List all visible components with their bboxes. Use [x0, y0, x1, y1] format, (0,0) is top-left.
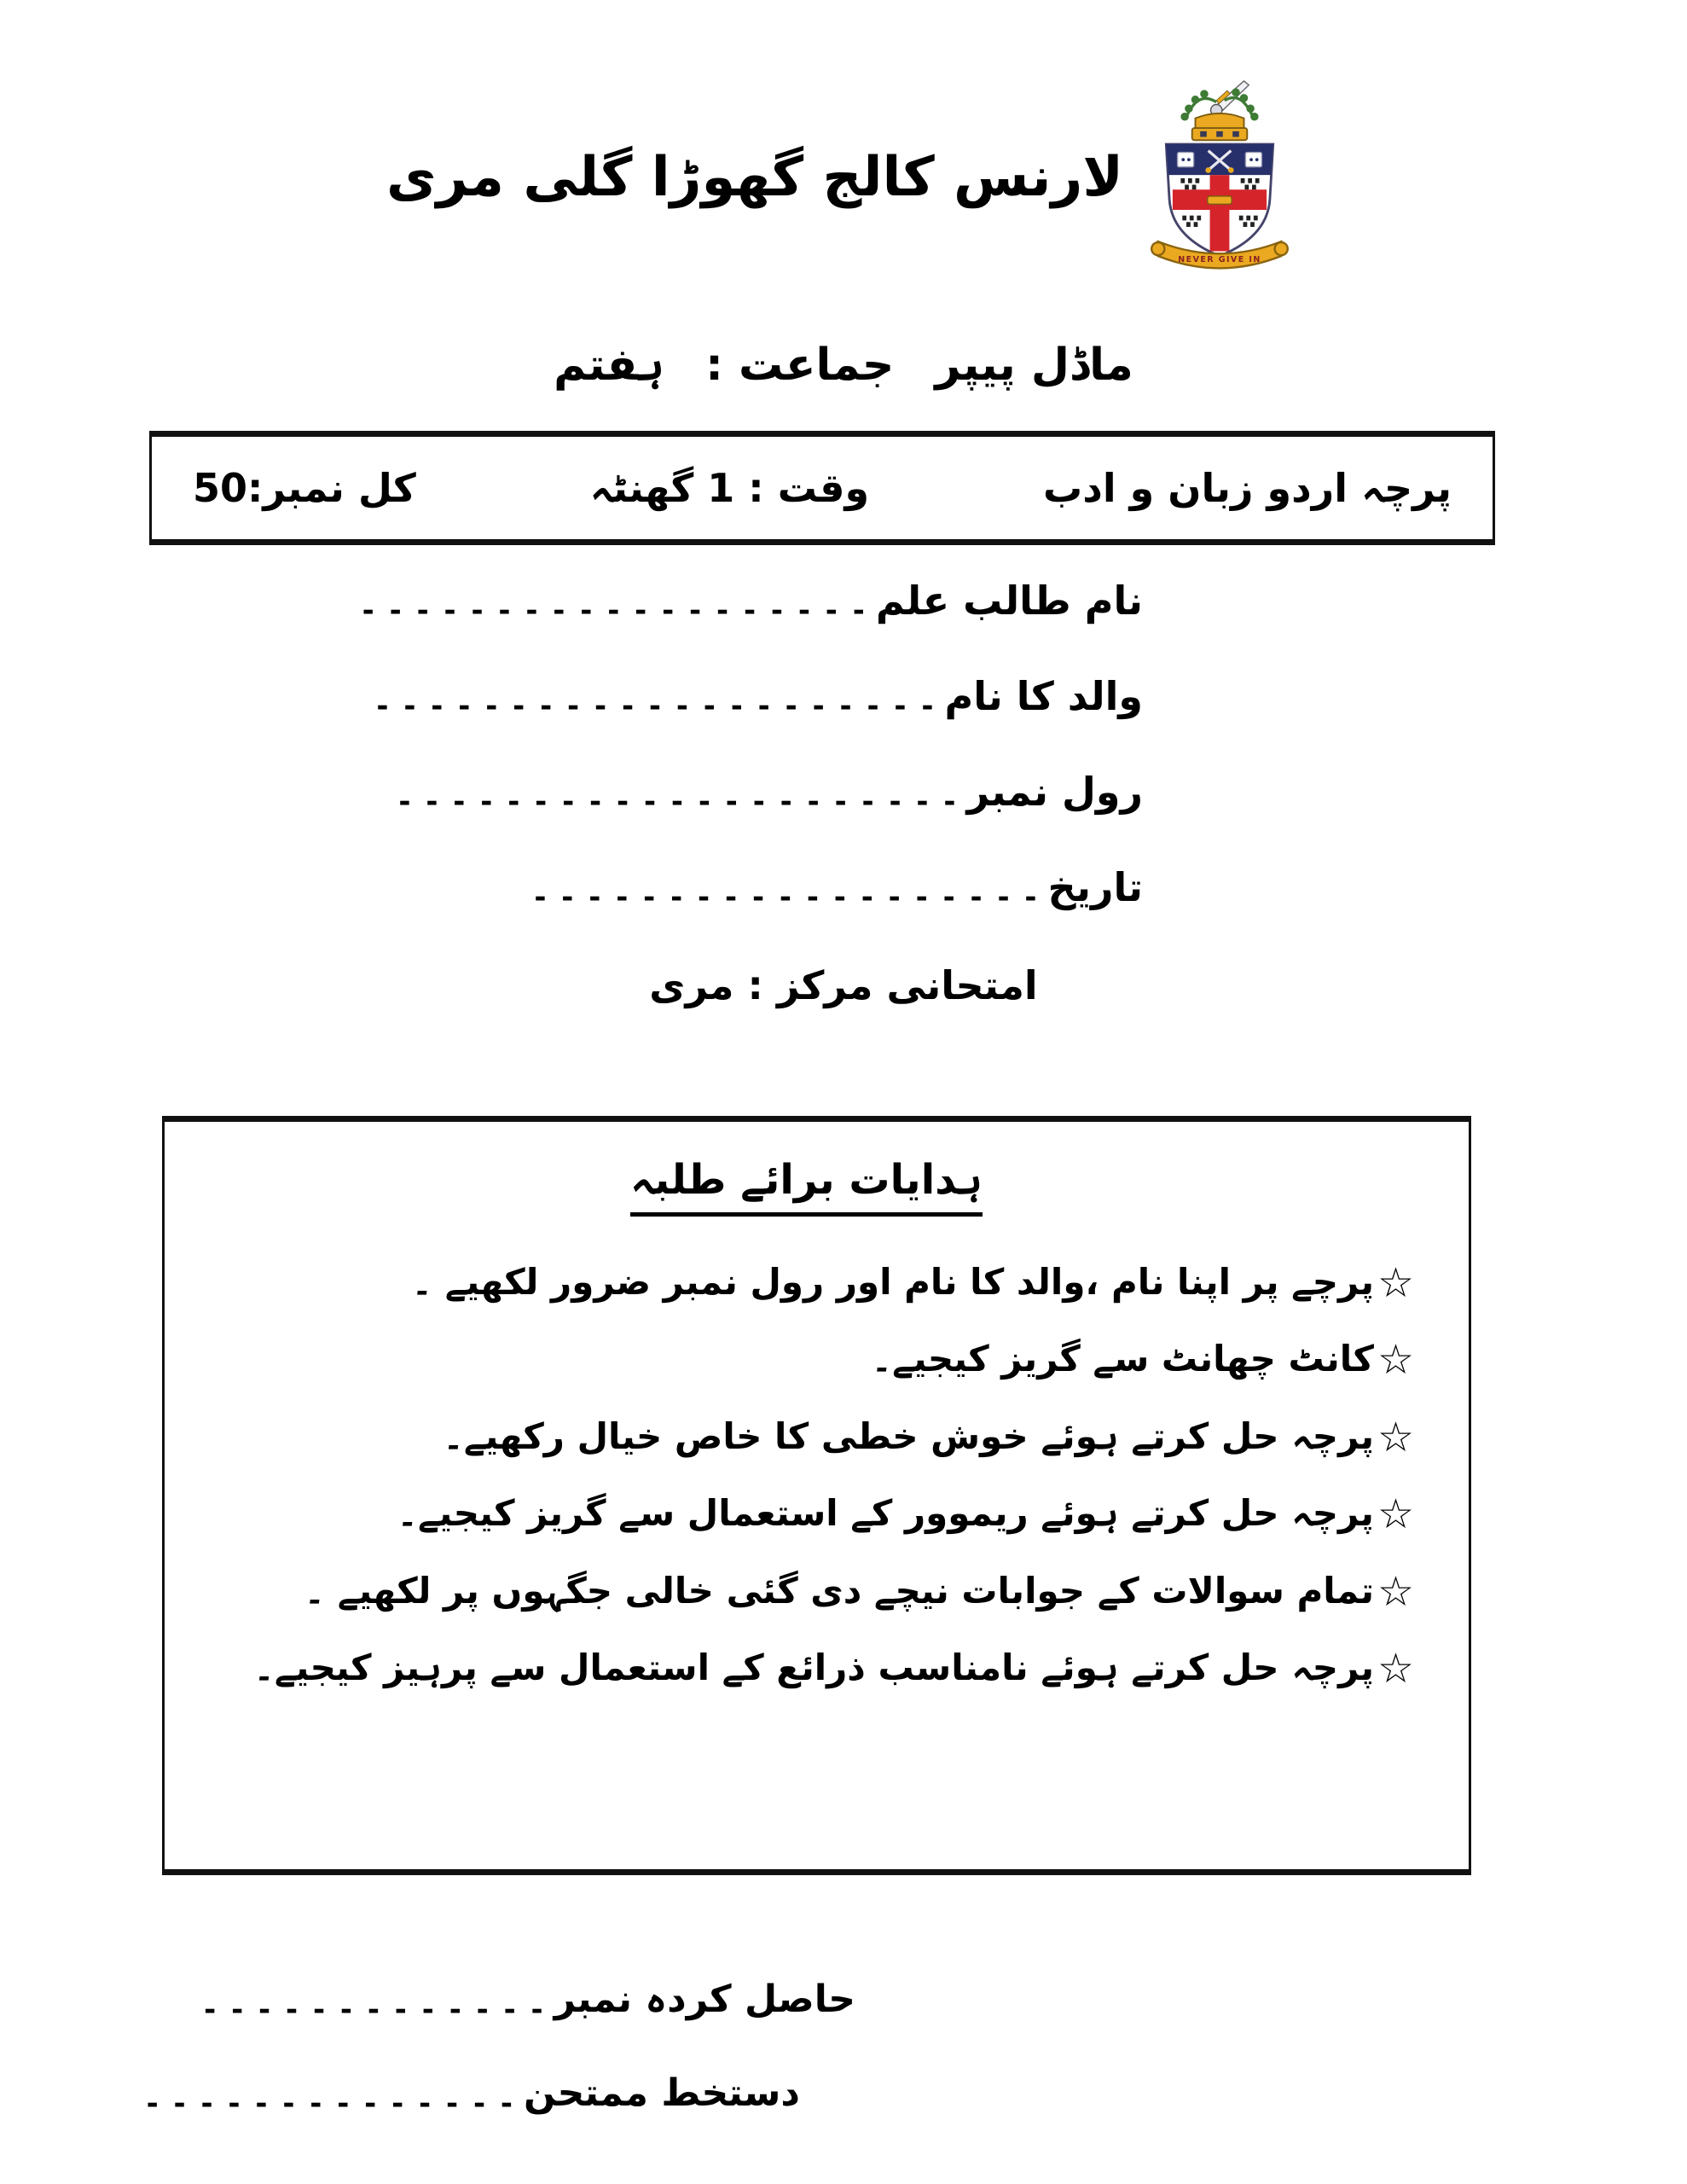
field-label: نام طالب علم	[875, 578, 1143, 624]
field-roll-number	[354, 744, 1143, 839]
field-label: دستخط ممتحن	[524, 2071, 800, 2115]
instruction-text: تمام سوالات کے جوابات نیچے دی گئی خالی جگہوں پر لکھیے ۔	[304, 1569, 1374, 1612]
star-bullet-icon: ☆	[1377, 1567, 1414, 1616]
instruction-item	[199, 1336, 1414, 1385]
crest-graphic	[1139, 75, 1301, 280]
instructions-list	[199, 1259, 1414, 1693]
fill-in-line: - - - - - - - - - - - - - - - - - - - - -	[398, 785, 959, 819]
paper-time: وقت : 1 گھنٹہ	[589, 465, 870, 511]
field-label: والد کا نام	[944, 673, 1143, 719]
field-father-name	[354, 648, 1143, 744]
instruction-item	[199, 1567, 1414, 1616]
student-fields	[354, 553, 1143, 935]
instructions-heading: ہدایات برائے طلبہ	[630, 1156, 983, 1217]
instruction-text: پرچے پر اپنا نام ،والد کا نام اور رول نمبر ضرور لکھیے ۔	[411, 1261, 1374, 1303]
star-bullet-icon: ☆	[1377, 1336, 1414, 1385]
field-label: حاصل کردہ نمبر	[554, 1978, 855, 2021]
instruction-text: کانٹ چھانٹ سے گریز کیجیے۔	[871, 1338, 1374, 1380]
crest-shield	[1166, 144, 1272, 256]
instruction-text: پرچہ حل کرتے ہوئے نامناسب ذرائع کے استعمال سے پرہیز کیجیے۔	[253, 1646, 1374, 1688]
college-crest-logo	[1139, 75, 1301, 280]
star-bullet-icon: ☆	[1377, 1413, 1414, 1461]
fill-in-line: - - - - - - - - - - - - - -	[146, 2086, 516, 2121]
instruction-text: پرچہ حل کرتے ہوئے خوش خطی کا خاص خیال رکھیے۔	[443, 1414, 1374, 1457]
paper-type-label: ماڈل پیپر	[935, 340, 1133, 391]
field-label: تاریخ	[1047, 864, 1143, 910]
star-bullet-icon: ☆	[1377, 1259, 1414, 1307]
paper-name: پرچہ اردو زبان و ادب	[1043, 465, 1452, 511]
fill-in-line: - - - - - - - - - - - - - - - - - - - - -	[376, 689, 936, 723]
field-examiner-signature	[138, 2071, 800, 2121]
field-date	[354, 839, 1143, 935]
instruction-item	[199, 1259, 1414, 1307]
field-label: رول نمبر	[966, 769, 1143, 815]
fill-in-line: - - - - - - - - - - - - -	[204, 1992, 546, 2027]
instruction-item	[199, 1644, 1414, 1693]
paper-info-box	[149, 431, 1495, 545]
instructions-box	[162, 1116, 1471, 1875]
star-bullet-icon: ☆	[1377, 1490, 1414, 1539]
crest-motto-text: NEVER GIVE IN	[1178, 254, 1261, 264]
class-value: ہفتم	[554, 340, 665, 391]
instruction-text: پرچہ حل کرتے ہوئے ریموور کے استعمال سے گریز کیجیے۔	[397, 1492, 1374, 1535]
field-student-name	[354, 553, 1143, 648]
crest-crown-icon	[1192, 113, 1248, 140]
paper-total-marks: کل نمبر:50	[193, 465, 416, 511]
exam-center: امتحانی مرکز : مری	[649, 962, 1038, 1008]
star-bullet-icon: ☆	[1377, 1644, 1414, 1693]
class-label: جماعت :	[705, 340, 895, 391]
fill-in-line: - - - - - - - - - - - - - - - - - - -	[362, 594, 867, 628]
instruction-item	[199, 1413, 1414, 1461]
paper-subtitle	[0, 340, 1687, 391]
instruction-item	[199, 1490, 1414, 1539]
fill-in-line: - - - - - - - - - - - - - - - - - - -	[534, 880, 1040, 915]
college-name: لارنس کالج گھوڑا گلی مری	[386, 145, 1124, 209]
field-obtained-marks	[195, 1978, 855, 2027]
header	[0, 75, 1687, 280]
